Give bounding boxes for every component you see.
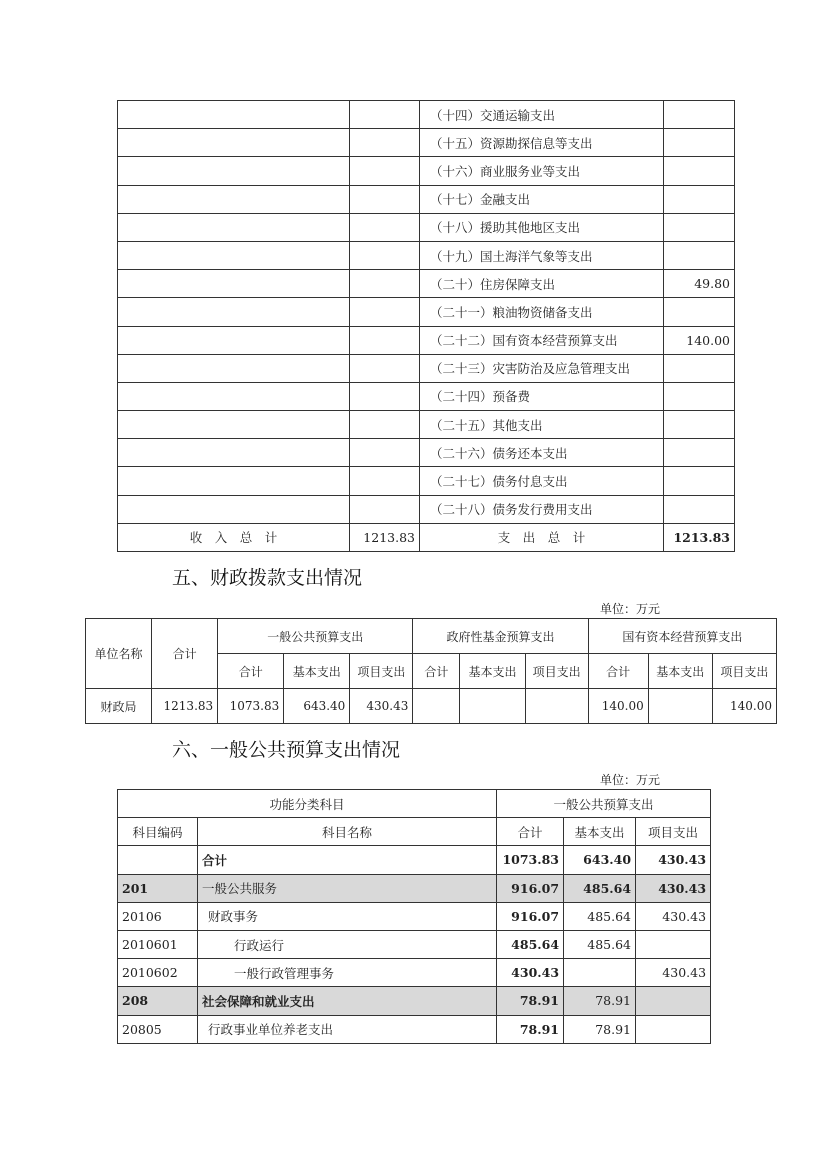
expense-item-value: [664, 185, 735, 213]
cell-total: 916.07: [497, 874, 564, 902]
expense-item-value: 49.80: [664, 270, 735, 298]
cell-basic: 78.91: [564, 1015, 636, 1043]
header-state-capital: 国有资本经营预算支出: [588, 619, 776, 654]
empty-cell: [350, 213, 420, 241]
section6-unit: 单位：万元: [600, 773, 661, 787]
empty-cell: [118, 326, 350, 354]
empty-cell: [350, 354, 420, 382]
cell-capital-total: 140.00: [588, 689, 648, 724]
expense-item-label: （二十八）债务发行费用支出: [420, 495, 664, 523]
expense-item-value: 140.00: [664, 326, 735, 354]
cell-capital-basic: [648, 689, 712, 724]
table-row: [118, 846, 711, 874]
expense-item-label: （十六）商业服务业等支出: [420, 157, 664, 185]
cell-unit-name: 财政局: [86, 689, 152, 724]
cell-general-total: 1073.83: [218, 689, 284, 724]
subject-code: [118, 846, 198, 874]
header-total: 合计: [152, 619, 218, 689]
table-row: [118, 902, 711, 930]
table-row: [118, 959, 711, 987]
header-sub-project: 项目支出: [350, 654, 413, 689]
empty-cell: [118, 411, 350, 439]
header-code: 科目编码: [118, 818, 198, 846]
expense-item-label: （十五）资源勘探信息等支出: [420, 129, 664, 157]
table-row: [118, 354, 735, 382]
empty-cell: [118, 467, 350, 495]
expense-item-label: （二十五）其他支出: [420, 411, 664, 439]
header-sub-basic: 基本支出: [460, 654, 525, 689]
empty-cell: [350, 270, 420, 298]
cell-basic: [564, 959, 636, 987]
expense-item-label: （十七）金融支出: [420, 185, 664, 213]
cell-basic: 643.40: [564, 846, 636, 874]
cell-total: 485.64: [497, 930, 564, 958]
section5-unit: 单位：万元: [600, 602, 661, 616]
expense-item-label: （二十三）灾害防治及应急管理支出: [420, 354, 664, 382]
empty-cell: [350, 241, 420, 269]
header-sub-total: 合计: [413, 654, 460, 689]
table-row: [118, 439, 735, 467]
empty-cell: [350, 382, 420, 410]
expense-item-value: [664, 439, 735, 467]
expense-item-value: [664, 467, 735, 495]
header-sub-project: 项目支出: [712, 654, 776, 689]
cell-project: [636, 930, 711, 958]
header-name: 科目名称: [198, 818, 497, 846]
table-row: [118, 874, 711, 902]
header-unit-name: 单位名称: [86, 619, 152, 689]
header-sub-total: 合计: [588, 654, 648, 689]
empty-cell: [350, 326, 420, 354]
income-total-value: 1213.83: [350, 523, 420, 551]
cell-project: [636, 987, 711, 1015]
cell-basic: 78.91: [564, 987, 636, 1015]
empty-cell: [350, 495, 420, 523]
cell-general-project: 430.43: [350, 689, 413, 724]
subject-name: 财政事务: [198, 902, 497, 930]
empty-cell: [118, 213, 350, 241]
expense-item-label: （二十六）债务还本支出: [420, 439, 664, 467]
expense-item-label: （十九）国土海洋气象等支出: [420, 241, 664, 269]
empty-cell: [118, 354, 350, 382]
cell-fund-project: [525, 689, 588, 724]
header-general: 一般公共预算支出: [218, 619, 413, 654]
section5-title: 五、财政拨款支出情况: [172, 567, 363, 589]
table-row: [118, 298, 735, 326]
subject-code: 20106: [118, 902, 198, 930]
expense-item-value: [664, 495, 735, 523]
expense-item-value: [664, 241, 735, 269]
empty-cell: [118, 439, 350, 467]
table-row: [118, 270, 735, 298]
empty-cell: [118, 382, 350, 410]
table-row: [118, 495, 735, 523]
subject-code: 2010602: [118, 959, 198, 987]
expense-item-label: （十四）交通运输支出: [420, 101, 664, 129]
header-total: 合计: [497, 818, 564, 846]
table-row: [118, 987, 711, 1015]
cell-project: 430.43: [636, 902, 711, 930]
expense-item-label: （二十）住房保障支出: [420, 270, 664, 298]
subject-code: 20805: [118, 1015, 198, 1043]
expense-item-value: [664, 354, 735, 382]
table-row: [118, 185, 735, 213]
empty-cell: [118, 129, 350, 157]
section6-title: 六、一般公共预算支出情况: [172, 739, 401, 761]
cell-project: [636, 1015, 711, 1043]
header-project: 项目支出: [636, 818, 711, 846]
table-row: [118, 326, 735, 354]
expense-total-label: 支 出 总 计: [420, 523, 664, 551]
cell-basic: 485.64: [564, 930, 636, 958]
header-sub-basic: 基本支出: [648, 654, 712, 689]
expense-item-label: （二十二）国有资本经营预算支出: [420, 326, 664, 354]
table-row: [86, 689, 777, 724]
cell-capital-project: 140.00: [712, 689, 776, 724]
cell-basic: 485.64: [564, 874, 636, 902]
empty-cell: [350, 298, 420, 326]
expense-item-label: （二十四）预备费: [420, 382, 664, 410]
table-row: [118, 241, 735, 269]
cell-project: 430.43: [636, 874, 711, 902]
expense-item-label: （二十一）粮油物资储备支出: [420, 298, 664, 326]
header-general: 一般公共预算支出: [497, 790, 711, 818]
header-sub-basic: 基本支出: [284, 654, 350, 689]
subject-code: 208: [118, 987, 198, 1015]
cell-total: 916.07: [497, 902, 564, 930]
subject-name: 一般行政管理事务: [198, 959, 497, 987]
income-expense-table: [117, 100, 735, 552]
cell-project: 430.43: [636, 959, 711, 987]
table-row: [118, 129, 735, 157]
cell-fund-total: [413, 689, 460, 724]
empty-cell: [350, 157, 420, 185]
subject-code: 201: [118, 874, 198, 902]
header-func: 功能分类科目: [118, 790, 497, 818]
income-total-label: 收 入 总 计: [118, 523, 350, 551]
empty-cell: [118, 157, 350, 185]
empty-cell: [118, 185, 350, 213]
fiscal-appropriation-table: [85, 618, 777, 724]
expense-item-value: [664, 157, 735, 185]
expense-item-value: [664, 382, 735, 410]
empty-cell: [350, 185, 420, 213]
total-row: [118, 523, 735, 551]
empty-cell: [350, 439, 420, 467]
expense-item-value: [664, 298, 735, 326]
cell-total: 1073.83: [497, 846, 564, 874]
table-row: [118, 411, 735, 439]
table-row: [118, 101, 735, 129]
expense-item-value: [664, 213, 735, 241]
empty-cell: [350, 411, 420, 439]
subject-name: 行政运行: [198, 930, 497, 958]
expense-total-value: 1213.83: [664, 523, 735, 551]
empty-cell: [350, 467, 420, 495]
table-row: [118, 157, 735, 185]
cell-total: 1213.83: [152, 689, 218, 724]
table-row: [118, 382, 735, 410]
general-budget-table: [117, 789, 711, 1044]
header-sub-project: 项目支出: [525, 654, 588, 689]
empty-cell: [350, 129, 420, 157]
cell-total: 430.43: [497, 959, 564, 987]
table-row: [118, 467, 735, 495]
table-row: [118, 1015, 711, 1043]
subject-name: 社会保障和就业支出: [198, 987, 497, 1015]
expense-item-value: [664, 101, 735, 129]
empty-cell: [118, 495, 350, 523]
expense-item-label: （二十七）债务付息支出: [420, 467, 664, 495]
empty-cell: [118, 270, 350, 298]
empty-cell: [350, 101, 420, 129]
cell-fund-basic: [460, 689, 525, 724]
expense-item-value: [664, 129, 735, 157]
subject-name: 合计: [198, 846, 497, 874]
cell-general-basic: 643.40: [284, 689, 350, 724]
cell-basic: 485.64: [564, 902, 636, 930]
subject-code: 2010601: [118, 930, 198, 958]
table-row: [118, 930, 711, 958]
cell-total: 78.91: [497, 987, 564, 1015]
header-basic: 基本支出: [564, 818, 636, 846]
header-fund: 政府性基金预算支出: [413, 619, 588, 654]
empty-cell: [118, 298, 350, 326]
table-row: [118, 213, 735, 241]
empty-cell: [118, 101, 350, 129]
header-sub-total: 合计: [218, 654, 284, 689]
subject-name: 行政事业单位养老支出: [198, 1015, 497, 1043]
expense-item-value: [664, 411, 735, 439]
cell-project: 430.43: [636, 846, 711, 874]
expense-item-label: （十八）援助其他地区支出: [420, 213, 664, 241]
cell-total: 78.91: [497, 1015, 564, 1043]
empty-cell: [118, 241, 350, 269]
subject-name: 一般公共服务: [198, 874, 497, 902]
